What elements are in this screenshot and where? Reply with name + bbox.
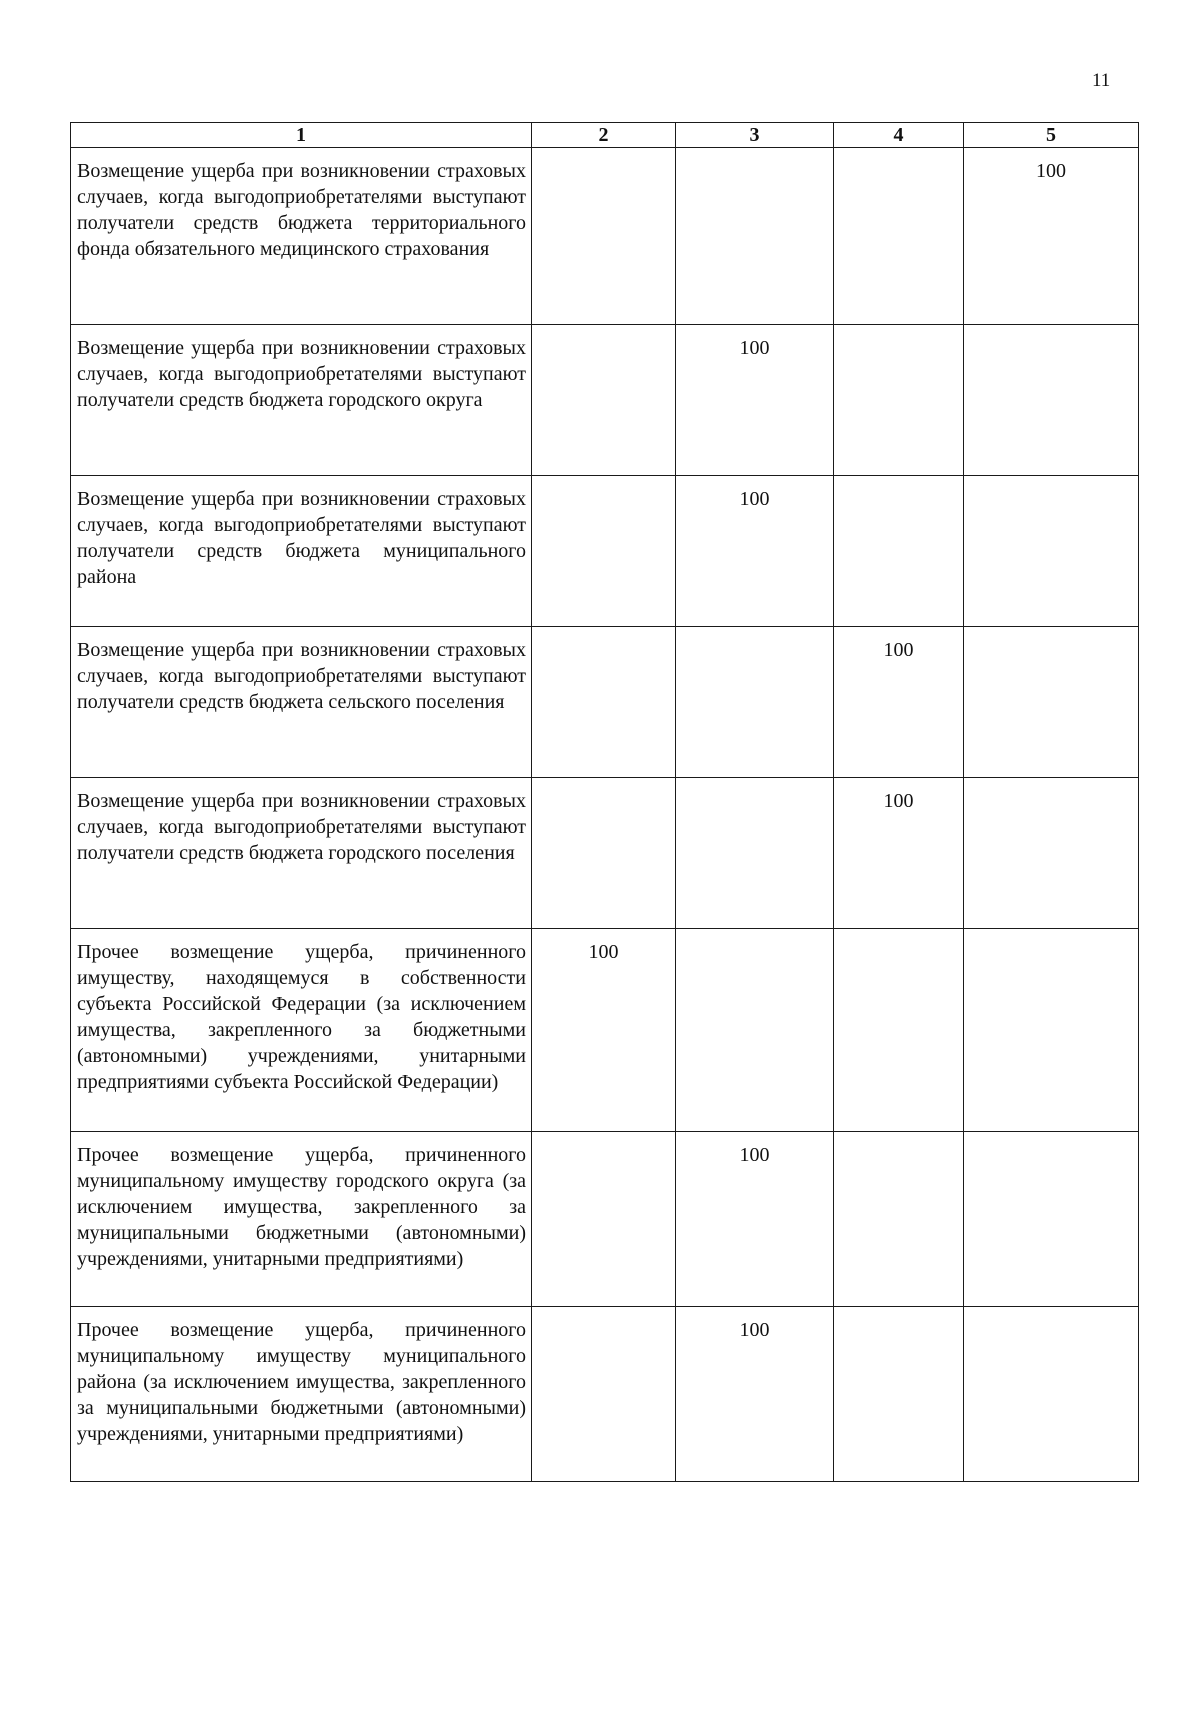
row-description: Возмещение ущерба при возникновении страховых случаев, когда выгодоприобретателями выступают получатели средств бюджета территориального фонда обязательного медицинского страхования bbox=[71, 148, 532, 325]
value-cell-col4: 100 bbox=[834, 627, 964, 778]
value-cell-col5: 100 bbox=[964, 148, 1139, 325]
row-description: Прочее возмещение ущерба, причиненного муниципальному имуществу муниципального района (за исключением имущества, закрепленного за муниципальными бюджетными (автономными) учреждениями, унитарными предприятиями) bbox=[71, 1307, 532, 1482]
data-table bbox=[70, 122, 1139, 1482]
row-description: Прочее возмещение ущерба, причиненного муниципальному имуществу городского округа (за исключением имущества, закрепленного за муниципальными бюджетными (автономными) учреждениями, унитарными предприятиями) bbox=[71, 1132, 532, 1307]
value-cell-col3: 100 bbox=[676, 1307, 834, 1482]
value-cell-col2: 100 bbox=[532, 929, 676, 1132]
value-cell-col3 bbox=[676, 929, 834, 1132]
column-header-2: 2 bbox=[532, 123, 676, 148]
value-cell-col2 bbox=[532, 627, 676, 778]
value-cell-col5 bbox=[964, 778, 1139, 929]
row-description: Возмещение ущерба при возникновении страховых случаев, когда выгодоприобретателями выступают получатели средств бюджета городского поселения bbox=[71, 778, 532, 929]
value-cell-col5 bbox=[964, 627, 1139, 778]
value-cell-col2 bbox=[532, 148, 676, 325]
value-cell-col2 bbox=[532, 325, 676, 476]
table-row bbox=[71, 929, 1139, 1132]
table-row bbox=[71, 1132, 1139, 1307]
column-header-1: 1 bbox=[71, 123, 532, 148]
table-row bbox=[71, 148, 1139, 325]
table-row bbox=[71, 325, 1139, 476]
value-cell-col4 bbox=[834, 476, 964, 627]
value-cell-col3: 100 bbox=[676, 325, 834, 476]
value-cell-col2 bbox=[532, 1132, 676, 1307]
table-row bbox=[71, 476, 1139, 627]
column-header-4: 4 bbox=[834, 123, 964, 148]
table-row bbox=[71, 627, 1139, 778]
row-description: Возмещение ущерба при возникновении страховых случаев, когда выгодоприобретателями выступают получатели средств бюджета муниципального района bbox=[71, 476, 532, 627]
value-cell-col3 bbox=[676, 778, 834, 929]
row-description: Прочее возмещение ущерба, причиненного имуществу, находящемуся в собственности субъекта Российской Федерации (за исключением имущества, закрепленного за бюджетными (автономными) учреждениями, унитарными предприятиями субъекта Российской Федерации) bbox=[71, 929, 532, 1132]
value-cell-col2 bbox=[532, 778, 676, 929]
value-cell-col5 bbox=[964, 1307, 1139, 1482]
value-cell-col2 bbox=[532, 1307, 676, 1482]
row-description: Возмещение ущерба при возникновении страховых случаев, когда выгодоприобретателями выступают получатели средств бюджета городского округа bbox=[71, 325, 532, 476]
value-cell-col3 bbox=[676, 148, 834, 325]
value-cell-col4 bbox=[834, 325, 964, 476]
value-cell-col4 bbox=[834, 148, 964, 325]
value-cell-col4 bbox=[834, 1307, 964, 1482]
value-cell-col4: 100 bbox=[834, 778, 964, 929]
column-header-5: 5 bbox=[964, 123, 1139, 148]
page-number: 11 bbox=[1092, 70, 1111, 91]
value-cell-col3: 100 bbox=[676, 476, 834, 627]
table-row bbox=[71, 778, 1139, 929]
value-cell-col5 bbox=[964, 1132, 1139, 1307]
header-row bbox=[71, 123, 1139, 148]
column-header-3: 3 bbox=[676, 123, 834, 148]
row-description: Возмещение ущерба при возникновении страховых случаев, когда выгодоприобретателями выступают получатели средств бюджета сельского поселения bbox=[71, 627, 532, 778]
value-cell-col4 bbox=[834, 1132, 964, 1307]
value-cell-col5 bbox=[964, 325, 1139, 476]
table-row bbox=[71, 1307, 1139, 1482]
value-cell-col3 bbox=[676, 627, 834, 778]
value-cell-col2 bbox=[532, 476, 676, 627]
value-cell-col5 bbox=[964, 929, 1139, 1132]
value-cell-col4 bbox=[834, 929, 964, 1132]
value-cell-col5 bbox=[964, 476, 1139, 627]
value-cell-col3: 100 bbox=[676, 1132, 834, 1307]
